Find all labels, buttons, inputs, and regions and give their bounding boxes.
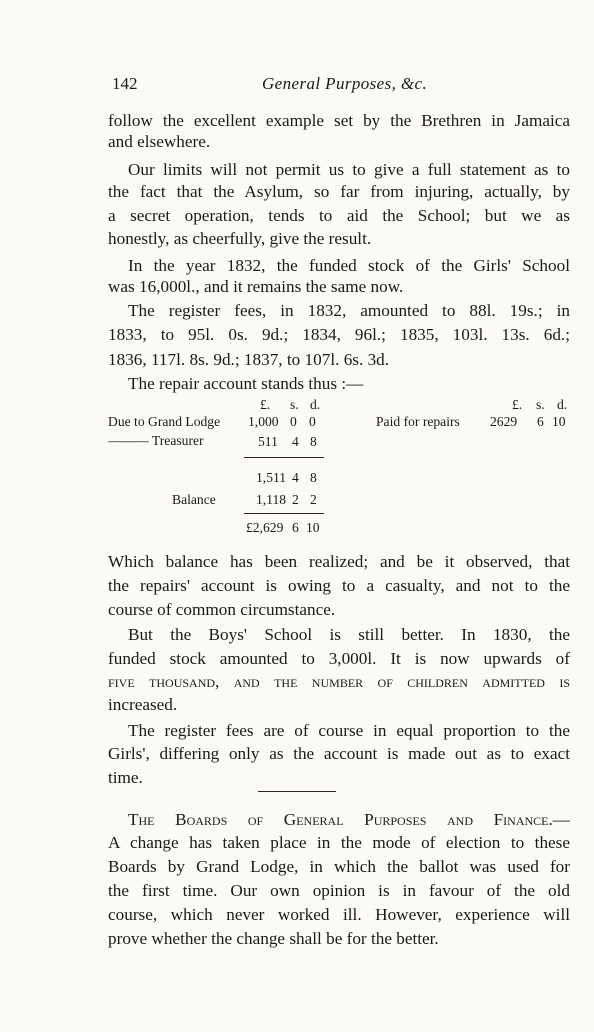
account-total-shillings: 6 [292,520,299,535]
text-line: the fact that the Asylum, so far from injuring, actually, by [108,182,570,201]
section-heading: The Boards of General Purposes and Finance.— [128,810,570,829]
account-pounds: 1,000 [248,414,279,429]
account-pounds: 1,511 [256,470,287,485]
text-line: honestly, as cheerfully, give the result. [108,229,372,248]
text-line: and elsewhere. [108,132,211,151]
account-pence: 0 [309,414,316,429]
text-line: 1833, to 95l. 0s. 9d.; 1834, 96l.; 1835, 103l. 13s. 6d.; [108,325,570,344]
account-total-pence: 10 [306,520,320,535]
sum-rule [244,457,324,458]
account-label: ——— Treasurer [108,433,204,448]
page-number: 142 [112,74,138,93]
text-line: But the Boys' School is still better. In 1830, the [128,625,570,644]
text-line: 1836, 117l. 8s. 9d.; 1837, to 107l. 6s. 3d. [108,350,390,369]
account-shillings: 4 [292,470,299,485]
account-right-pence: 10 [552,414,566,429]
text-line: was 16,000l., and it remains the same now. [108,277,404,296]
text-line: In the year 1832, the funded stock of the Girls' School [128,256,570,275]
text-line: increased. [108,695,178,714]
text-line: the first time. Our own opinion is in favour of the old [108,881,570,900]
account-pounds: 1,118 [256,492,287,507]
text-line: a secret operation, tends to aid the School; but we as [108,206,570,225]
text-line: five thousand, and the number of children admitted is [108,672,570,691]
text-line: the repairs' account is owing to a casualty, and not to the [108,576,570,595]
text-line: Girls', differing only as the account is made out as to exact [108,744,570,763]
text-line: time. [108,768,143,787]
col-head-pounds-right: £. [512,397,523,412]
text-line: The register fees are of course in equal proportion to the [128,721,570,740]
account-shillings: 2 [292,492,299,507]
text-line: The register fees, in 1832, amounted to 88l. 19s.; in [128,301,570,320]
account-shillings: 0 [290,414,297,429]
page-header [112,74,572,98]
text-line: prove whether the change shall be for the better. [108,929,439,948]
text-line: Which balance has been realized; and be it observed, that [108,552,570,571]
text-line: A change has taken place in the mode of election to these [108,833,570,852]
account-right-shillings: 6 [537,414,544,429]
col-head-pence-right: d. [557,397,568,412]
account-total-pounds: £2,629 [246,520,284,535]
text-line: funded stock amounted to 3,000l. It is now upwards of [108,649,570,668]
col-head-pounds: £. [260,397,271,412]
account-pence: 8 [310,434,317,449]
text-line: follow the excellent example set by the Brethren in Jamaica [108,111,570,130]
text-line: course of common circumstance. [108,600,336,619]
col-head-pence: d. [310,397,321,412]
col-head-shillings-right: s. [536,397,545,412]
running-title: General Purposes, &c. [262,74,428,93]
col-head-shillings: s. [290,397,299,412]
account-pence: 2 [310,492,317,507]
account-right-label: Paid for repairs [376,414,460,429]
account-pounds: 511 [258,434,278,449]
total-rule [244,513,324,514]
text-line: The repair account stands thus :— [128,374,364,393]
account-pence: 8 [310,470,317,485]
account-shillings: 4 [292,434,299,449]
account-right-pounds: 2629 [490,414,518,429]
section-separator [258,791,336,792]
text-line: course, which never worked ill. However, experience will [108,905,570,924]
account-label: Balance [172,492,216,507]
account-label: Due to Grand Lodge [108,414,221,429]
text-line: Boards by Grand Lodge, in which the ballot was used for [108,857,570,876]
text-line: Our limits will not permit us to give a full statement as to [128,160,570,179]
